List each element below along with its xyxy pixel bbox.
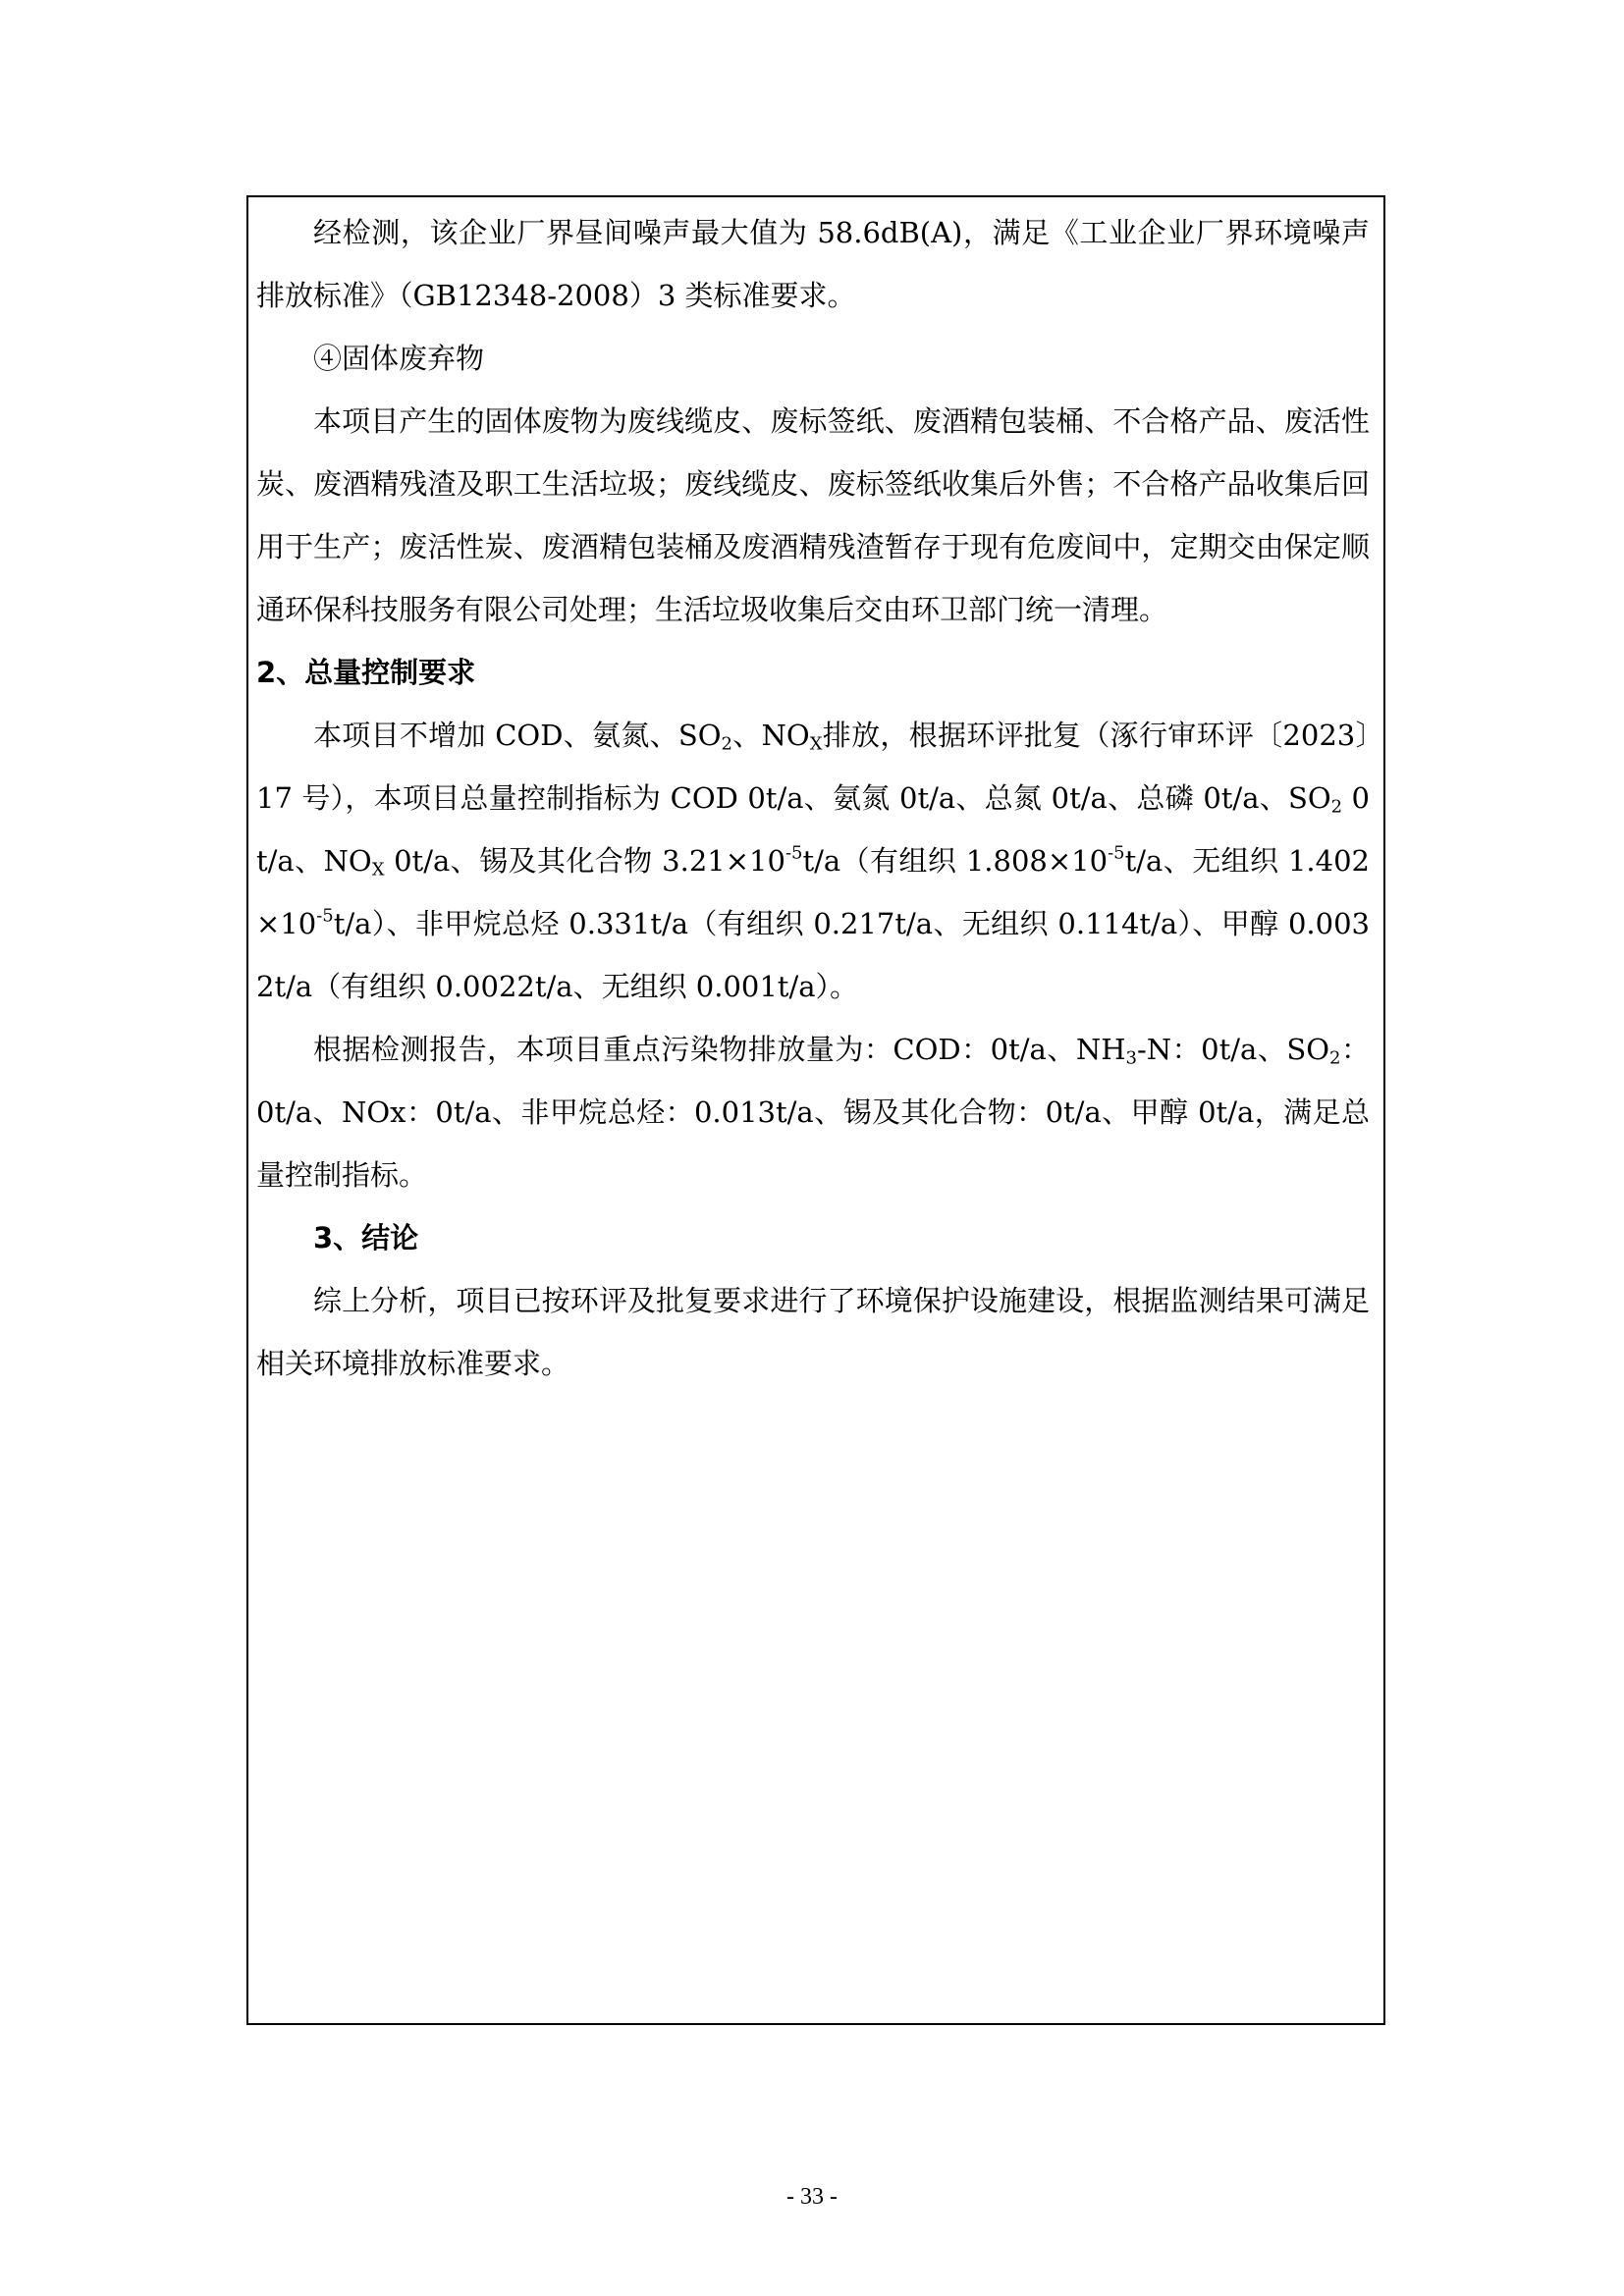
text-run: 0t/a、锡及其化合物 3.21×10 — [384, 844, 785, 878]
subscript: 3 — [1125, 1047, 1137, 1069]
text-run: 0t/a、NO — [256, 781, 1371, 878]
monitoring-paragraph — [256, 1018, 1370, 1206]
text-run: 排放，根据环评批复（涿行审环评〔2023〕17 号），本项目总量控制指标为 COD 0t/a、氨氮 0t/a、总氮 0t/a、总磷 0t/a、SO — [256, 719, 1371, 815]
solid-waste-title: ④固体废弃物 — [313, 342, 485, 375]
subscript: X — [371, 859, 385, 881]
section-2-heading: 2、总量控制要求 — [256, 656, 476, 689]
section-3-heading: 3、结论 — [313, 1221, 419, 1255]
conclusion-paragraph: 综上分析，项目已按环评及批复要求进行了环境保护设施建设，根据监测结果可满足相关环境排放标准要求。 — [256, 1284, 1370, 1380]
subscript: 2 — [1329, 1047, 1341, 1069]
solid-waste-paragraph: 本项目产生的固体废物为废线缆皮、废标签纸、废酒精包装桶、不合格产品、废活性炭、废酒精残渣及职工生活垃圾；废线缆皮、废标签纸收集后外售；不合格产品收集后回用于生产；废活性炭、废酒精包装桶及废酒精残渣暂存于现有危废间中，定期交由保定顺通环保科技服务有限公司处理；生活垃圾收集后交由环卫部门统一清理。 — [256, 404, 1370, 626]
superscript: -5 — [1108, 842, 1125, 864]
text-run: 、NO — [731, 719, 810, 752]
text-run: 根据检测报告，本项目重点污染物排放量为：COD：0t/a、NH — [313, 1033, 1126, 1066]
total-control-paragraph — [256, 704, 1370, 1018]
page-number: - 33 - — [786, 2184, 838, 2210]
subscript: X — [809, 733, 823, 755]
text-run: ：0t/a、NOx：0t/a、非甲烷总烃：0.013t/a、锡及其化合物：0t/a、甲醇 0t/a，满足总量控制指标。 — [256, 1033, 1370, 1192]
noise-paragraph: 经检测，该企业厂界昼间噪声最大值为 58.6dB(A)，满足《工业企业厂界环境噪声排放标准》（GB12348-2008）3 类标准要求。 — [256, 216, 1370, 312]
superscript: -5 — [785, 842, 803, 864]
subscript: 2 — [721, 733, 732, 755]
text-run: t/a）、非甲烷总烃 0.331t/a（有组织 0.217t/a、无组织 0.114t/a）、甲醇 0.0032t/a（有组织 0.0022t/a、无组织 0.001t/a）。 — [256, 907, 1370, 1003]
text-run: 本项目不增加 COD、氨氮、SO — [313, 719, 722, 752]
text-run: t/a、无组织 1.402×10 — [256, 844, 1370, 940]
content-table-box — [246, 195, 1385, 2025]
text-run: -N：0t/a、SO — [1136, 1033, 1330, 1066]
subscript: 2 — [1330, 796, 1343, 818]
content-body — [248, 197, 1383, 1395]
text-run: t/a（有组织 1.808×10 — [802, 844, 1109, 878]
superscript: -5 — [316, 905, 334, 927]
